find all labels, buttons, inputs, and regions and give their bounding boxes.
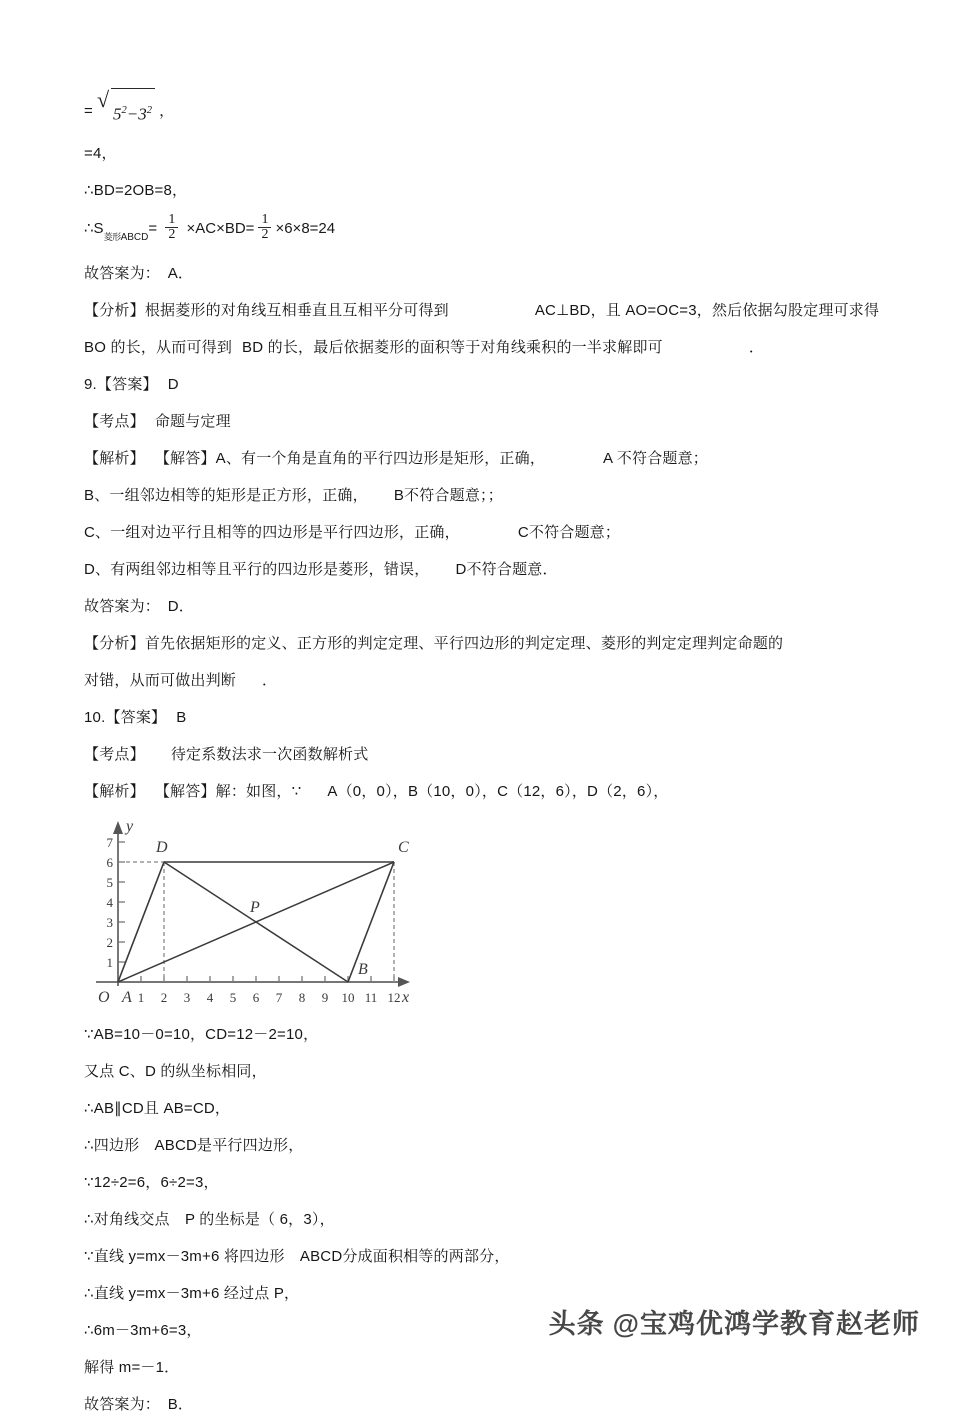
q10-kaodian-value: 待定系数法求一次函数解析式 — [170, 745, 369, 763]
q9-option-d-line — [84, 551, 884, 588]
point-label-b: B — [358, 960, 368, 978]
q10-number: 10. — [84, 708, 106, 726]
radicand: $5^2-3^2$ — [111, 88, 155, 135]
point-label-c: C — [398, 838, 409, 856]
q10-answer-line — [84, 699, 884, 736]
q9-option-c-line — [84, 514, 884, 551]
svg-text:10: 10 — [341, 989, 355, 1005]
q8-analysis-text-2: AC⊥BD，且 AO=OC=3，然后依据勾股定理可求得 — [534, 301, 880, 319]
q8-analysis-text-5: ． — [748, 338, 765, 356]
q8-analysis-line-1 — [84, 292, 884, 329]
q9-answer-label: 【答案】 — [96, 375, 158, 393]
radical-equation-line — [84, 88, 884, 135]
svg-text:12: 12 — [387, 989, 401, 1005]
q9-jieda-label: 【解答】 — [154, 449, 216, 467]
svg-text:4: 4 — [106, 894, 113, 910]
q10-answer-label: 【答案】 — [105, 708, 167, 726]
coordinate-figure — [86, 814, 884, 1014]
q8-analysis-text-1: 根据菱形的对角线互相垂直且互相平分可得到 — [144, 301, 449, 319]
q9-answer-value: D — [167, 375, 179, 393]
q10-step-5: ∵12÷2=6，6÷2=3， — [84, 1173, 219, 1191]
q9-option-a-line — [84, 440, 884, 477]
q9-kaodian-line — [84, 403, 884, 440]
q9-analysis-line-1 — [84, 625, 884, 662]
point-label-p: P — [250, 898, 260, 916]
area-equals: = — [148, 219, 158, 237]
q10-kaodian-label: 【考点】 — [84, 745, 145, 763]
q10-step-9: ∴6m－3m+6=3， — [84, 1321, 202, 1339]
radical-sign: √ — [96, 87, 110, 112]
q10-jiexi-label: 【解析】 — [84, 782, 145, 800]
svg-text:9: 9 — [321, 989, 329, 1005]
radical-trailer: ， — [159, 102, 175, 120]
q9-number: 9. — [84, 375, 97, 393]
q9-option-d-text: D、有两组邻边相等且平行的四边形是菱形，错误， — [84, 560, 430, 578]
q10-answer-value: B — [176, 708, 187, 726]
x-axis-label: x — [402, 988, 410, 1006]
diagonals — [118, 862, 394, 982]
q10-solution-intro-line — [84, 773, 884, 810]
y-axis-ticks — [118, 842, 125, 962]
y-axis-arrow — [113, 821, 123, 834]
q10-step-6: ∴对角线交点 P 的坐标是（ 6，3）， — [84, 1210, 335, 1228]
radical-lead: = — [84, 102, 93, 120]
point-label-a: A — [122, 988, 132, 1006]
q9-analysis-text-2: 对错，从而可做出判断 — [84, 671, 237, 689]
q10-kaodian-line — [84, 736, 884, 773]
q10-step-2: 又点 C、D 的纵坐标相同， — [84, 1062, 267, 1080]
q9-analysis-line-2 — [84, 662, 884, 699]
x-tick-labels — [138, 990, 401, 1005]
q10-step-11: 故答案为： B． — [84, 1395, 194, 1413]
q10-step-4: ∴四边形 ABCD是平行四边形， — [84, 1136, 304, 1154]
bd-length-line: ∴BD=2OB=8， — [84, 181, 188, 199]
svg-text:2: 2 — [106, 934, 113, 950]
q9-option-b-text: B、一组邻边相等的矩形是正方形，正确， — [84, 486, 368, 504]
q9-analysis-text-3: ． — [262, 671, 278, 689]
document-content — [84, 88, 884, 1423]
svg-text:6: 6 — [106, 854, 113, 870]
fraction-one-half-b: $\frac{1}{2}$ — [258, 213, 271, 243]
area-prefix: ∴S — [84, 219, 104, 237]
svg-text:5: 5 — [106, 874, 113, 890]
q9-option-b-line — [84, 477, 884, 514]
q9-option-b-verdict: B不符合题意；； — [393, 486, 503, 504]
q9-analysis-label: 【分析】 — [84, 634, 145, 652]
q10-step-8: ∴直线 y=mx－3m+6 经过点 P， — [84, 1284, 300, 1302]
q10-points-text: A（0，0），B（10，0），C（12，6），D（2，6）， — [327, 782, 669, 800]
svg-text:7: 7 — [106, 834, 113, 850]
svg-text:5: 5 — [229, 989, 237, 1005]
svg-text:7: 7 — [275, 989, 283, 1005]
svg-text:3: 3 — [183, 989, 191, 1005]
fraction-one-half-a: $\frac{1}{2}$ — [165, 213, 178, 243]
q9-option-a-verdict: A 不符合题意； — [603, 449, 708, 467]
x-axis-arrow — [398, 977, 410, 987]
rhombus-area-line — [84, 209, 884, 255]
svg-text:11: 11 — [364, 989, 378, 1005]
parallelogram-coordinate-plot — [86, 814, 416, 1014]
q9-analysis-text-1: 首先依据矩形的定义、正方形的判定定理、平行四边形的判定定理、菱形的判定定理判定命题的 — [144, 634, 784, 652]
exponent-a: 2 — [121, 105, 127, 116]
equals-four-line: =4， — [84, 144, 117, 162]
diagonal-bd — [164, 862, 348, 982]
area-middle: ×AC×BD= — [186, 219, 255, 237]
q9-jiexi-label: 【解析】 — [84, 449, 145, 467]
q8-analysis-line-2 — [84, 329, 884, 366]
area-tail: ×6×8=24 — [275, 219, 336, 237]
q8-analysis-text-3: BO 的长，从而可得到 — [84, 338, 233, 356]
q10-step-10: 解得 m=－1． — [84, 1358, 180, 1376]
area-subscript-cn: 菱形 — [103, 231, 121, 242]
q8-answer-line: 故答案为： A． — [84, 264, 194, 282]
q9-option-c-text: C、一组对边平行且相等的四边形是平行四边形，正确， — [84, 523, 460, 541]
svg-text:4: 4 — [206, 989, 214, 1005]
q8-analysis-text-4: BD 的长，最后依据菱形的面积等于对角线乘积的一半求解即可 — [242, 338, 663, 356]
q9-answer-line — [84, 366, 884, 403]
q10-jieda-label: 【解答】 — [154, 782, 216, 800]
q10-step-7: ∵直线 y=mx－3m+6 将四边形 ABCD分成面积相等的两部分， — [84, 1247, 510, 1265]
svg-text:1: 1 — [106, 954, 113, 970]
q9-answer-for-line: 故答案为： D． — [84, 597, 194, 615]
exponent-b: 2 — [146, 105, 152, 116]
y-tick-labels — [107, 835, 114, 970]
svg-text:3: 3 — [106, 914, 113, 930]
origin-label: O — [98, 988, 110, 1006]
radical-expression — [97, 88, 155, 135]
q9-kaodian-label: 【考点】 — [84, 412, 145, 430]
point-label-d: D — [156, 838, 168, 856]
q9-option-c-verdict: C不符合题意； — [517, 523, 621, 541]
svg-text:2: 2 — [160, 989, 168, 1005]
svg-text:6: 6 — [252, 989, 260, 1005]
area-subscript-abcd: ABCD — [120, 231, 149, 243]
q10-step-3: ∴AB∥CD且 AB=CD， — [84, 1099, 231, 1117]
watermark-handle: @宝鸡优鸿学教育赵老师 — [612, 1309, 920, 1339]
q10-solution-intro: 解：如图，∵ — [215, 782, 302, 800]
q9-option-a-text: A、有一个角是直角的平行四边形是矩形，正确， — [215, 449, 546, 467]
svg-text:1: 1 — [137, 989, 145, 1005]
y-axis-label: y — [126, 817, 134, 835]
q8-analysis-label: 【分析】 — [84, 301, 145, 319]
q10-step-1: ∵AB=10－0=10，CD=12－2=10， — [84, 1025, 319, 1043]
q9-kaodian-value: 命题与定理 — [154, 412, 231, 430]
watermark — [549, 1302, 920, 1341]
q9-option-d-verdict: D不符合题意． — [455, 560, 558, 578]
svg-text:8: 8 — [298, 989, 306, 1005]
watermark-prefix: 头条 — [548, 1309, 605, 1339]
